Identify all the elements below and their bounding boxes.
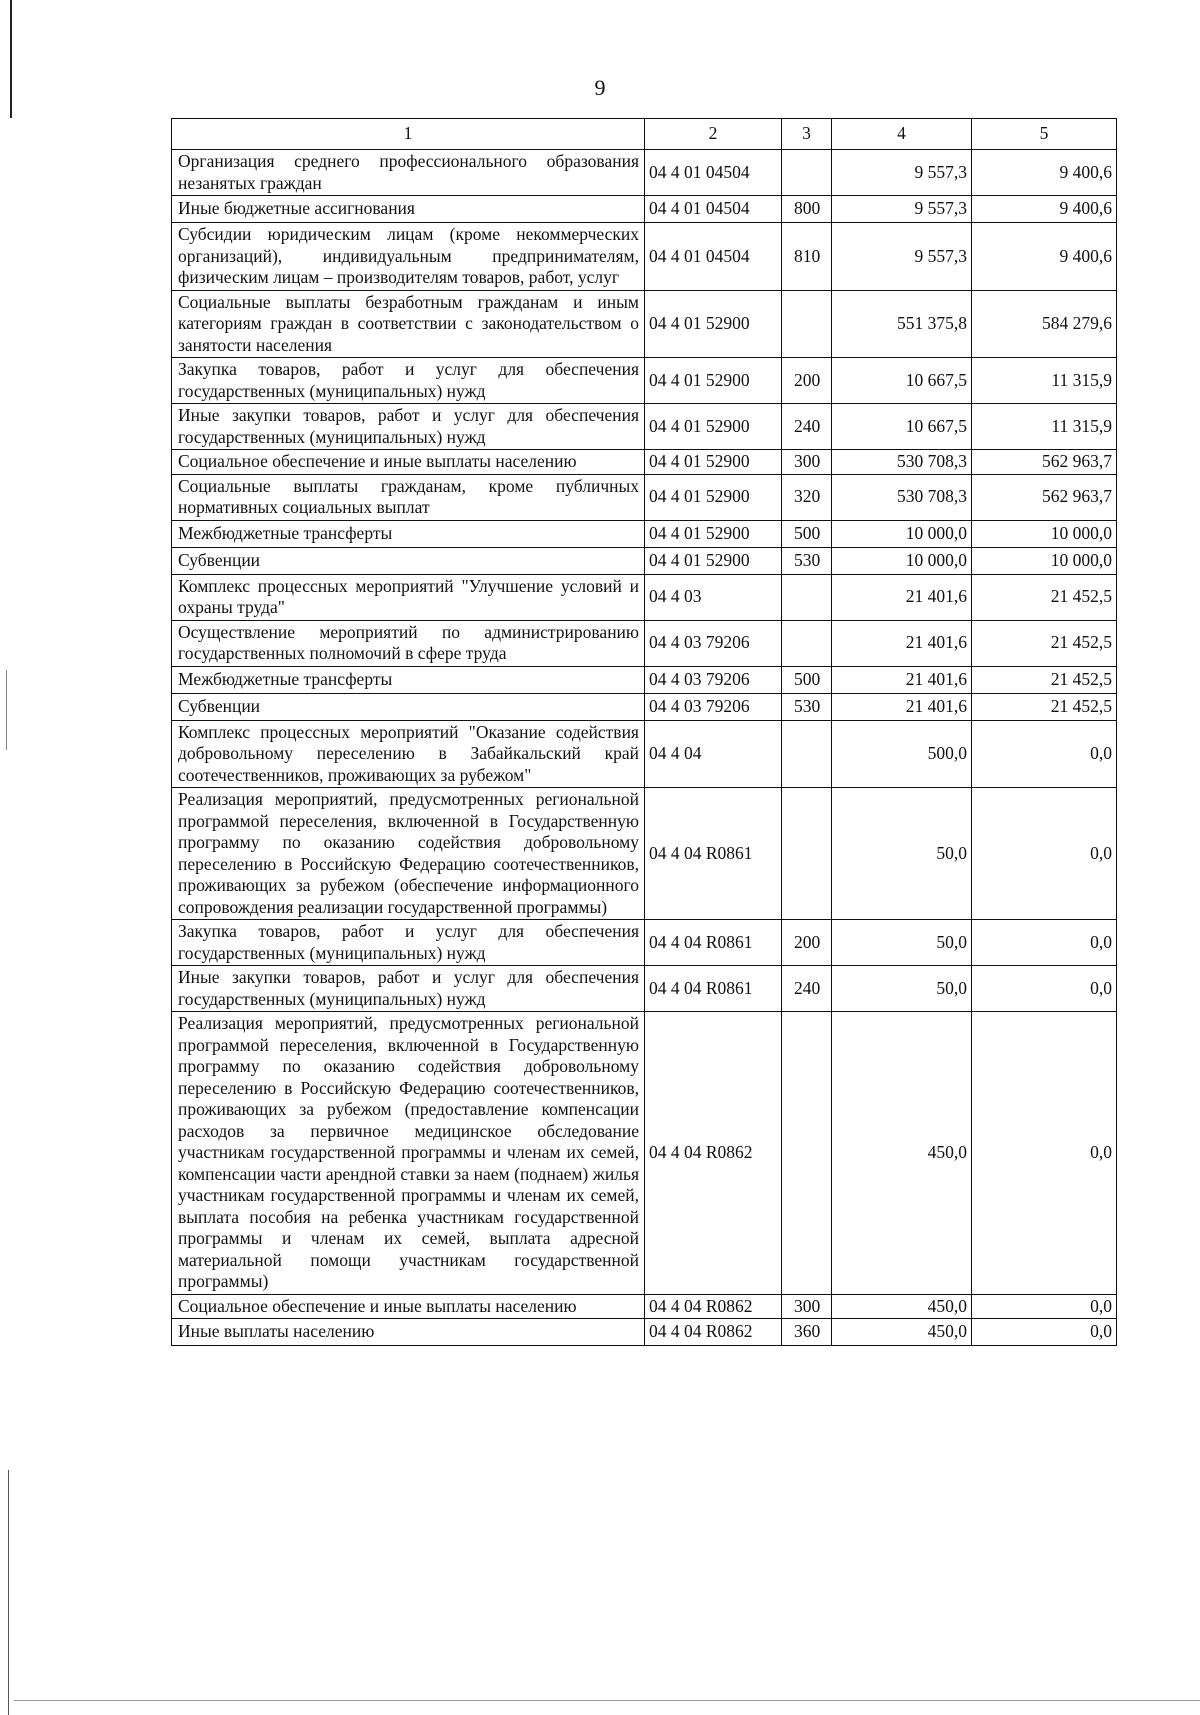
row-kvr-cell: 360	[782, 1319, 832, 1346]
row-name-cell: Межбюджетные трансферты	[172, 520, 645, 547]
row-value-2025-cell: 562 963,7	[972, 450, 1117, 475]
row-value-2025-cell: 21 452,5	[972, 620, 1117, 666]
row-code-cell: 04 4 01 04504	[645, 223, 782, 291]
row-value-2024-cell: 551 375,8	[832, 290, 972, 358]
row-code-cell: 04 4 03	[645, 574, 782, 620]
row-value-2025-cell: 11 315,9	[972, 404, 1117, 450]
table-body	[172, 150, 1117, 1346]
row-kvr-cell	[782, 1012, 832, 1295]
row-kvr-cell	[782, 290, 832, 358]
row-name-cell: Субвенции	[172, 693, 645, 720]
row-code-cell: 04 4 01 52900	[645, 474, 782, 520]
row-kvr-cell: 240	[782, 966, 832, 1012]
row-value-2024-cell: 450,0	[832, 1319, 972, 1346]
row-value-2025-cell: 21 452,5	[972, 666, 1117, 693]
row-name-cell: Социальное обеспечение и иные выплаты населению	[172, 450, 645, 475]
row-code-cell: 04 4 01 52900	[645, 404, 782, 450]
row-value-2024-cell: 530 708,3	[832, 474, 972, 520]
table-row	[172, 788, 1117, 920]
row-value-2024-cell: 9 557,3	[832, 223, 972, 291]
row-code-cell: 04 4 01 04504	[645, 196, 782, 223]
row-name-cell: Иные выплаты населению	[172, 1319, 645, 1346]
row-code-cell: 04 4 01 52900	[645, 520, 782, 547]
row-value-2025-cell: 0,0	[972, 966, 1117, 1012]
row-kvr-cell	[782, 574, 832, 620]
table-row	[172, 620, 1117, 666]
table-row	[172, 920, 1117, 966]
row-code-cell: 04 4 04 R0862	[645, 1012, 782, 1295]
row-value-2025-cell: 11 315,9	[972, 358, 1117, 404]
row-name-cell: Организация среднего профессионального образования незанятых граждан	[172, 150, 645, 196]
row-name-cell: Комплекс процессных мероприятий "Улучшение условий и охраны труда"	[172, 574, 645, 620]
row-name-cell: Закупка товаров, работ и услуг для обеспечения государственных (муниципальных) нужд	[172, 920, 645, 966]
table-row	[172, 547, 1117, 574]
row-kvr-cell	[782, 788, 832, 920]
row-value-2025-cell: 0,0	[972, 1319, 1117, 1346]
row-value-2025-cell: 9 400,6	[972, 196, 1117, 223]
row-name-cell: Субсидии юридическим лицам (кроме некоммерческих организаций), индивидуальным предпринимателям, физическим лицам – производителям товаров, работ, услуг	[172, 223, 645, 291]
row-value-2025-cell: 21 452,5	[972, 574, 1117, 620]
budget-table	[171, 118, 1117, 1346]
page-number: 9	[594, 75, 606, 100]
row-name-cell: Иные закупки товаров, работ и услуг для обеспечения государственных (муниципальных) нужд	[172, 966, 645, 1012]
row-value-2024-cell: 10 667,5	[832, 404, 972, 450]
row-name-cell: Иные бюджетные ассигнования	[172, 196, 645, 223]
row-kvr-cell	[782, 150, 832, 196]
row-value-2025-cell: 10 000,0	[972, 547, 1117, 574]
row-value-2024-cell: 10 000,0	[832, 520, 972, 547]
row-code-cell: 04 4 01 52900	[645, 450, 782, 475]
row-kvr-cell: 530	[782, 693, 832, 720]
row-code-cell: 04 4 01 52900	[645, 290, 782, 358]
column-header: 1	[172, 119, 645, 150]
row-value-2025-cell: 0,0	[972, 788, 1117, 920]
row-code-cell: 04 4 04 R0862	[645, 1294, 782, 1319]
row-code-cell: 04 4 04 R0861	[645, 788, 782, 920]
table-row	[172, 693, 1117, 720]
table-row	[172, 1012, 1117, 1295]
row-value-2024-cell: 530 708,3	[832, 450, 972, 475]
row-value-2025-cell: 0,0	[972, 920, 1117, 966]
row-code-cell: 04 4 04	[645, 720, 782, 788]
row-value-2025-cell: 0,0	[972, 720, 1117, 788]
row-value-2025-cell: 21 452,5	[972, 693, 1117, 720]
row-name-cell: Комплекс процессных мероприятий "Оказание содействия добровольному переселению в Забайкальский край соотечественников, проживающих за рубежом"	[172, 720, 645, 788]
row-kvr-cell: 810	[782, 223, 832, 291]
row-value-2025-cell: 9 400,6	[972, 223, 1117, 291]
row-code-cell: 04 4 04 R0862	[645, 1319, 782, 1346]
row-code-cell: 04 4 03 79206	[645, 666, 782, 693]
row-name-cell: Реализация мероприятий, предусмотренных региональной программой переселения, включенной в Государственную программу по оказанию содействия добровольному переселению в Российскую Федерацию соотечественников, проживающих за рубежом (предоставление компенсации расходов за первичное медицинское обследование участникам государственной программы и членам их семей, компенсации части арендной ставки за наем (поднаем) жилья участникам государственной программы и членам их семей, выплата пособия на ребенка участникам государственной программы и членам их семей, выплата адресной материальной помощи участникам государственной программы)	[172, 1012, 645, 1295]
row-name-cell: Социальные выплаты гражданам, кроме публичных нормативных социальных выплат	[172, 474, 645, 520]
row-kvr-cell: 300	[782, 450, 832, 475]
row-kvr-cell	[782, 720, 832, 788]
row-value-2024-cell: 50,0	[832, 920, 972, 966]
row-name-cell: Иные закупки товаров, работ и услуг для обеспечения государственных (муниципальных) нужд	[172, 404, 645, 450]
row-value-2024-cell: 21 401,6	[832, 693, 972, 720]
row-value-2024-cell: 9 557,3	[832, 150, 972, 196]
row-value-2025-cell: 10 000,0	[972, 520, 1117, 547]
row-name-cell: Осуществление мероприятий по администрированию государственных полномочий в сфере труда	[172, 620, 645, 666]
table-row	[172, 720, 1117, 788]
row-value-2024-cell: 21 401,6	[832, 574, 972, 620]
row-value-2024-cell: 9 557,3	[832, 196, 972, 223]
table-row	[172, 474, 1117, 520]
scan-edge-line	[8, 1470, 9, 1715]
row-code-cell: 04 4 04 R0861	[645, 966, 782, 1012]
row-value-2024-cell: 500,0	[832, 720, 972, 788]
row-kvr-cell: 500	[782, 520, 832, 547]
table-row	[172, 966, 1117, 1012]
row-value-2024-cell: 50,0	[832, 788, 972, 920]
row-code-cell: 04 4 03 79206	[645, 620, 782, 666]
column-header: 3	[782, 119, 832, 150]
row-value-2025-cell: 0,0	[972, 1294, 1117, 1319]
row-kvr-cell: 800	[782, 196, 832, 223]
row-value-2024-cell: 10 667,5	[832, 358, 972, 404]
column-header: 5	[972, 119, 1117, 150]
table-row	[172, 223, 1117, 291]
row-code-cell: 04 4 04 R0861	[645, 920, 782, 966]
column-header: 4	[832, 119, 972, 150]
table-row	[172, 196, 1117, 223]
row-kvr-cell: 320	[782, 474, 832, 520]
row-kvr-cell: 200	[782, 920, 832, 966]
row-kvr-cell: 240	[782, 404, 832, 450]
table-row	[172, 290, 1117, 358]
row-code-cell: 04 4 01 04504	[645, 150, 782, 196]
row-code-cell: 04 4 03 79206	[645, 693, 782, 720]
row-name-cell: Закупка товаров, работ и услуг для обеспечения государственных (муниципальных) нужд	[172, 358, 645, 404]
row-kvr-cell	[782, 620, 832, 666]
scan-edge-line	[6, 670, 7, 750]
row-value-2024-cell: 21 401,6	[832, 666, 972, 693]
table-row	[172, 358, 1117, 404]
row-name-cell: Социальное обеспечение и иные выплаты населению	[172, 1294, 645, 1319]
table-row	[172, 520, 1117, 547]
table-row	[172, 666, 1117, 693]
row-code-cell: 04 4 01 52900	[645, 547, 782, 574]
row-kvr-cell: 500	[782, 666, 832, 693]
row-kvr-cell: 200	[782, 358, 832, 404]
row-value-2025-cell: 9 400,6	[972, 150, 1117, 196]
table-row	[172, 150, 1117, 196]
row-value-2024-cell: 21 401,6	[832, 620, 972, 666]
table-row	[172, 574, 1117, 620]
scan-bottom-line	[14, 1700, 1200, 1701]
row-value-2024-cell: 50,0	[832, 966, 972, 1012]
table-row	[172, 1319, 1117, 1346]
row-value-2024-cell: 450,0	[832, 1294, 972, 1319]
row-value-2024-cell: 10 000,0	[832, 547, 972, 574]
table-row	[172, 404, 1117, 450]
row-name-cell: Социальные выплаты безработным гражданам и иным категориям граждан в соответствии с законодательством о занятости населения	[172, 290, 645, 358]
table-header-row	[172, 119, 1117, 150]
row-kvr-cell: 530	[782, 547, 832, 574]
table-row	[172, 1294, 1117, 1319]
row-value-2025-cell: 584 279,6	[972, 290, 1117, 358]
row-value-2025-cell: 562 963,7	[972, 474, 1117, 520]
table-row	[172, 450, 1117, 475]
row-kvr-cell: 300	[782, 1294, 832, 1319]
row-name-cell: Межбюджетные трансферты	[172, 666, 645, 693]
row-code-cell: 04 4 01 52900	[645, 358, 782, 404]
row-name-cell: Субвенции	[172, 547, 645, 574]
row-value-2024-cell: 450,0	[832, 1012, 972, 1295]
row-value-2025-cell: 0,0	[972, 1012, 1117, 1295]
column-header: 2	[645, 119, 782, 150]
row-name-cell: Реализация мероприятий, предусмотренных региональной программой переселения, включенной в Государственную программу по оказанию содействия добровольному переселению в Российскую Федерацию соотечественников, проживающих за рубежом (обеспечение информационного сопровождения реализации государственной программы)	[172, 788, 645, 920]
